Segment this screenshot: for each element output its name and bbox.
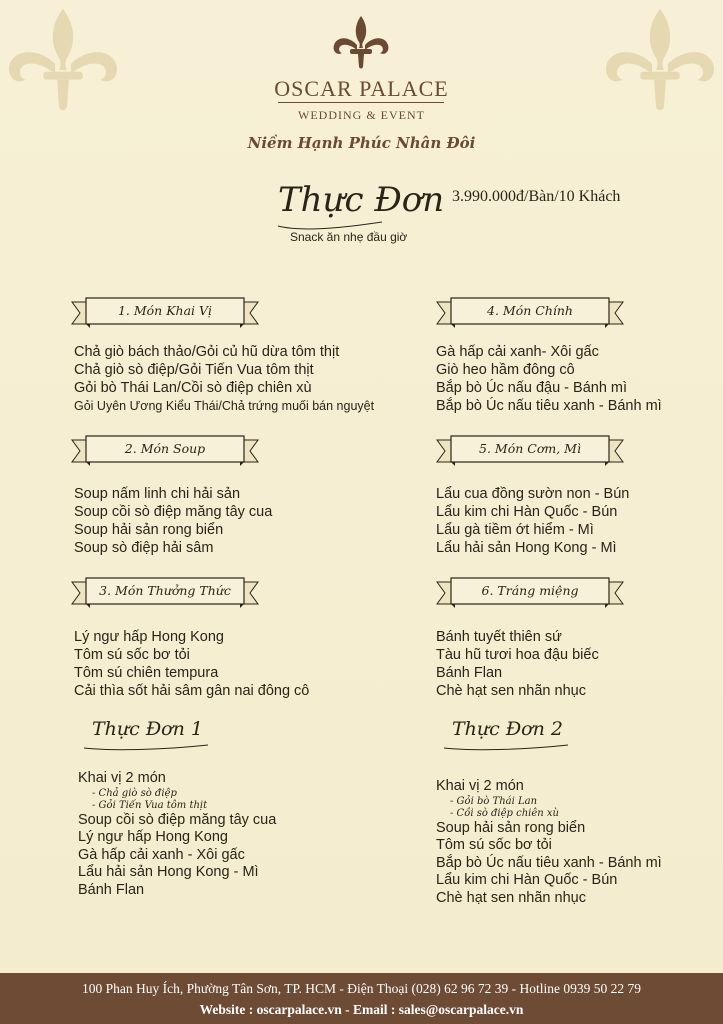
dish-item: Lẩu hải sản Hong Kong - Mì [436, 540, 617, 556]
set-menu-item: Chè hạt sen nhãn nhục [436, 889, 586, 906]
set-menu-list [436, 778, 662, 907]
fleur-de-lis-logo-icon [330, 14, 392, 70]
dish-item: Tôm sú chiên tempura [74, 665, 219, 681]
section-title: 3. Món Thưởng Thức [99, 583, 231, 598]
set-menu-title: Thực Đơn 1 [92, 718, 203, 740]
set-menu-item: Lẩu kim chi Hàn Quốc - Bún [436, 872, 618, 888]
dish-item: Chè hạt sen nhãn nhục [436, 683, 586, 699]
set-menu-subitem: - Gỏi bò Thái Lan [450, 795, 538, 807]
set-menu-item: Lẩu hải sản Hong Kong - Mì [78, 864, 259, 880]
section-title: 5. Món Cơm, Mì [479, 441, 581, 456]
title-swash-ornament [442, 742, 572, 752]
set-menu-list [78, 770, 276, 899]
dish-item: Gà hấp cải xanh- Xôi gấc [436, 344, 599, 360]
dish-item: Chả giò bách thảo/Gỏi củ hũ dừa tôm thịt [74, 344, 340, 360]
dish-item: Lẩu gà tiềm ớt hiểm - Mì [436, 522, 594, 538]
brand-divider [278, 102, 444, 103]
section-title: 6. Tráng miệng [481, 583, 579, 598]
dish-item: Chả giò sò điệp/Gỏi Tiến Vua tôm thịt [74, 362, 314, 378]
set-menu-subitem: - Chả giò sò điệp [92, 787, 177, 799]
dish-item: Giò heo hầm đông cô [436, 362, 575, 378]
dish-item: Bánh tuyết thiên sứ [436, 629, 562, 645]
snack-note: Snack ăn nhẹ đầu giờ [290, 230, 408, 244]
menu-price: 3.990.000đ/Bàn/10 Khách [452, 188, 621, 205]
set-menu-subitem: - Gỏi Tiến Vua tôm thịt [92, 799, 208, 811]
set-menu-item: Bánh Flan [78, 881, 145, 898]
footer-address: 100 Phan Huy Ích, Phường Tân Sơn, TP. HCM - Điện Thoại (028) 62 96 72 39 - Hotline 0939 50 22 79 [82, 981, 641, 996]
dish-item: Lý ngư hấp Hong Kong [74, 629, 224, 645]
section-banner [70, 434, 260, 468]
dish-list [74, 628, 309, 700]
footer [0, 973, 723, 1024]
section-title: 1. Món Khai Vị [117, 303, 213, 318]
section-banner [70, 296, 260, 330]
section-title: 4. Món Chính [487, 303, 573, 318]
set-menu-title: Thực Đơn 2 [452, 718, 563, 740]
set-menu-item: Bắp bò Úc nấu tiêu xanh - Bánh mì [436, 854, 662, 871]
dish-item: Tàu hũ tươi hoa đậu biếc [436, 647, 599, 663]
dish-item: Cải thìa sốt hải sâm gân nai đông cô [74, 683, 310, 699]
section-banner [70, 576, 260, 610]
section-banner [435, 434, 625, 468]
brand-subtitle: WEDDING & EVENT [298, 108, 425, 122]
dish-item: Gỏi bò Thái Lan/Cồi sò điệp chiên xù [74, 380, 312, 396]
dish-item: Soup nấm linh chi hải sản [74, 486, 241, 502]
set-menu-item: Lý ngư hấp Hong Kong [78, 829, 228, 845]
dish-item: Soup sò điệp hải sâm [74, 540, 214, 556]
dish-item: Tôm sú sốc bơ tỏi [74, 647, 190, 663]
dish-item: Soup hải sản rong biển [74, 522, 224, 538]
section-banner [435, 296, 625, 330]
dish-list [436, 628, 599, 700]
set-menu-item: Khai vị 2 món [436, 778, 524, 794]
dish-item: Lẩu cua đồng sườn non - Bún [436, 486, 630, 502]
brand-name: OSCAR PALACE [274, 76, 449, 101]
section-title: 2. Món Soup [124, 441, 206, 456]
dish-list [436, 343, 662, 415]
menu-title: Thực Đơn [278, 180, 445, 220]
dish-list [436, 485, 629, 557]
set-menu-subitem: - Cồi sò điệp chiên xù [450, 807, 559, 819]
footer-contact: Website : oscarpalace.vn - Email : sales@oscarpalace.vn [199, 1002, 524, 1017]
set-menu-item: Soup hải sản rong biển [436, 819, 586, 836]
dish-item: Bánh Flan [436, 665, 503, 681]
dish-item: Bắp bò Úc nấu tiêu xanh - Bánh mì [436, 398, 662, 414]
dish-item: Gỏi Uyên Ương Kiểu Thái/Chả trứng muối bán nguyệt [74, 399, 375, 413]
dish-list [74, 343, 374, 415]
set-menu-item: Tôm sú sốc bơ tỏi [436, 837, 552, 853]
dish-list [74, 485, 272, 557]
set-menu-item: Gà hấp cải xanh - Xôi gấc [78, 846, 245, 863]
dish-item: Lẩu kim chi Hàn Quốc - Bún [436, 504, 618, 520]
dish-item: Bắp bò Úc nấu đậu - Bánh mì [436, 380, 628, 396]
dish-item: Soup cồi sò điệp măng tây cua [74, 504, 273, 520]
section-banner [435, 576, 625, 610]
set-menu-item: Khai vị 2 món [78, 770, 166, 786]
set-menu-item: Soup cồi sò điệp măng tây cua [78, 811, 277, 828]
slogan: Niềm Hạnh Phúc Nhân Đôi [247, 134, 476, 152]
title-swash-ornament [82, 742, 212, 752]
